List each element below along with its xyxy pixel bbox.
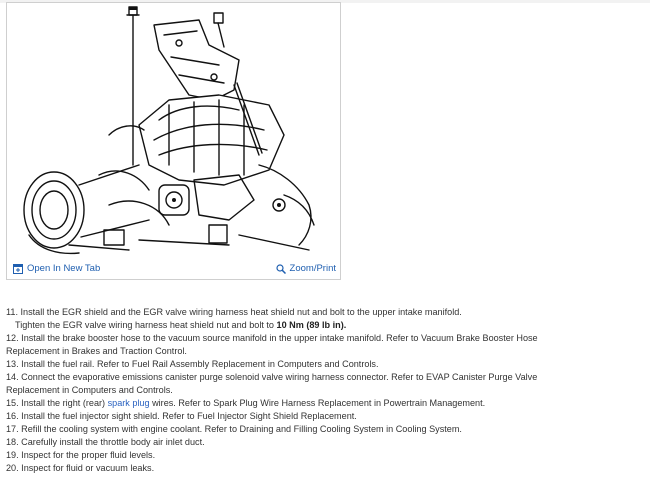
engine-diagram-image[interactable] <box>9 5 338 263</box>
step-14-cont: Replacement in Computers and Controls. <box>6 385 173 395</box>
magnifier-icon <box>276 264 286 274</box>
spark-plug-link[interactable]: spark plug <box>107 398 150 408</box>
step-14: 14. Connect the evaporative emissions canister purge solenoid valve wiring harness connector. Refer to EVAP Canister Purge Valve <box>6 372 538 382</box>
figure-toolbar <box>7 259 340 279</box>
torque-text: Tighten the EGR valve wiring harness heat shield nut and bolt to <box>15 320 277 330</box>
diagram-figure <box>6 2 341 280</box>
step-15-pre: 15. Install the right (rear) <box>6 398 108 408</box>
step-11-torque <box>6 319 646 332</box>
step-12-cont: Replacement in Brakes and Traction Control. <box>6 346 187 356</box>
torque-value: 10 Nm (89 lb in). <box>276 320 347 330</box>
step-17: 17. Refill the cooling system with engine coolant. Refer to Draining and Filling Cooling System in Cooling System. <box>6 424 462 434</box>
step-15 <box>6 397 646 410</box>
step-16: 16. Install the fuel injector sight shield. Refer to Fuel Injector Sight Shield Replacement. <box>6 411 357 421</box>
step-19: 19. Inspect for the proper fluid levels. <box>6 450 156 460</box>
step-12: 12. Install the brake booster hose to the vacuum source manifold in the upper intake manifold. Refer to Vacuum Brake Booster Hose <box>6 333 538 343</box>
open-in-new-tab-link[interactable] <box>13 263 100 274</box>
step-13: 13. Install the fuel rail. Refer to Fuel Rail Assembly Replacement in Computers and Controls. <box>6 359 379 369</box>
open-in-new-tab-label: Open In New Tab <box>27 263 101 274</box>
zoom-print-label: Zoom/Print <box>289 263 336 274</box>
step-20: 20. Inspect for fluid or vacuum leaks. <box>6 463 155 473</box>
procedure-steps <box>6 306 646 475</box>
zoom-print-link[interactable] <box>276 263 336 274</box>
open-tab-icon <box>13 264 23 274</box>
step-18: 18. Carefully install the throttle body air inlet duct. <box>6 437 205 447</box>
step-15-post: wires. Refer to Spark Plug Wire Harness Replacement in Powertrain Management. <box>149 398 486 408</box>
step-11: 11. Install the EGR shield and the EGR valve wiring harness heat shield nut and bolt to the upper intake manifold. <box>6 307 462 317</box>
